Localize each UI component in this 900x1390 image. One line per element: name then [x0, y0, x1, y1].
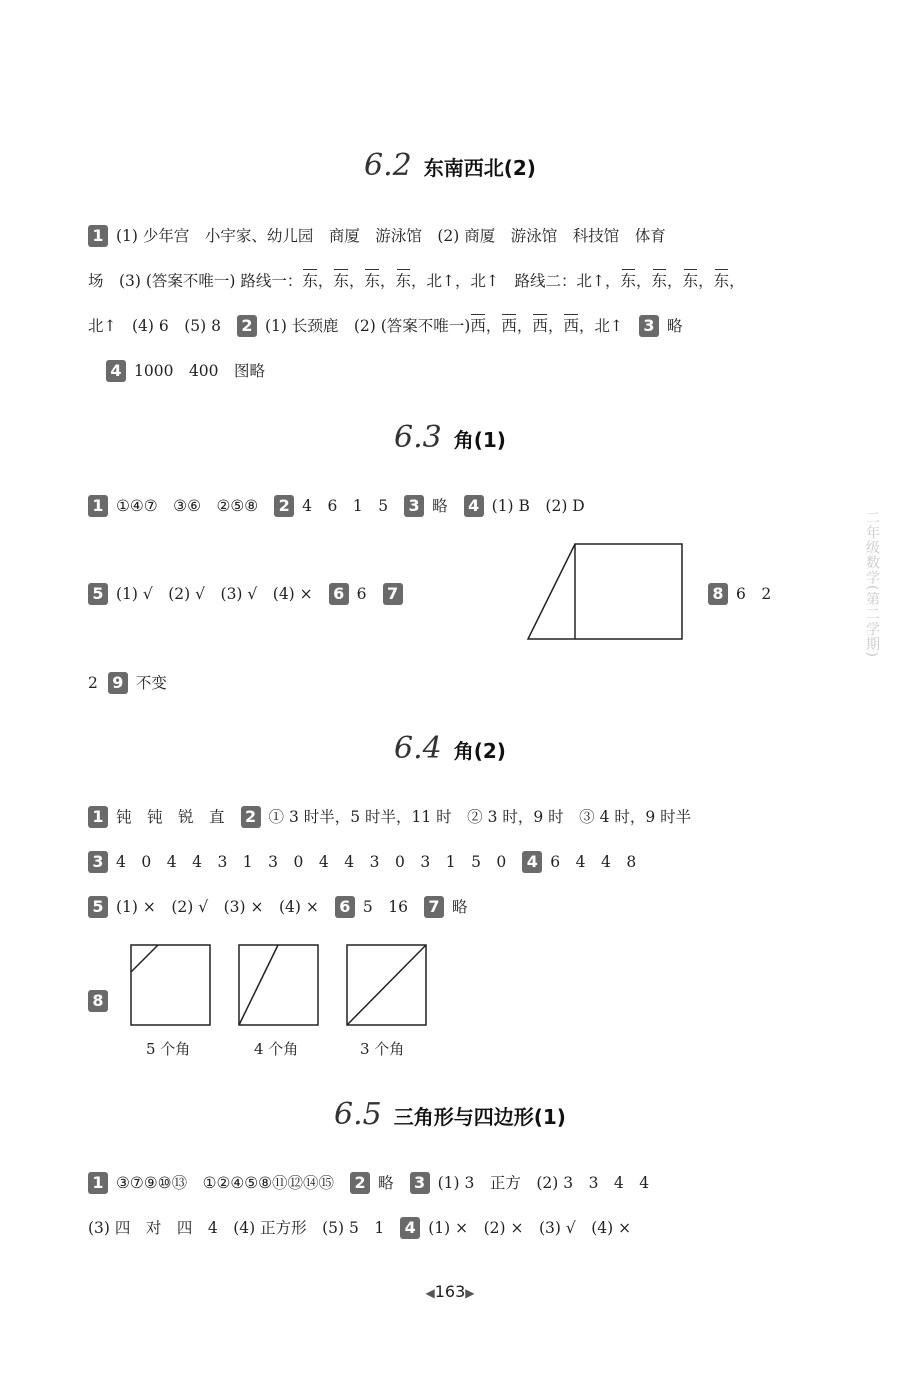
- answer-text: ③⑦⑨⑩⑬ ①②④⑤⑧⑪⑫⑭⑮: [116, 1174, 335, 1192]
- section-title-6-4: [0, 731, 900, 766]
- question-badge-1: 1: [88, 1172, 108, 1194]
- answer-text: 6 2: [736, 585, 772, 603]
- east-arrow-label: 东: [333, 269, 349, 293]
- answer-line: [88, 894, 467, 919]
- answer-text: (3) 四 对 四 4 (4) 正方形 (5) 5 1: [88, 1219, 385, 1237]
- question-badge-4: 4: [464, 495, 484, 517]
- question-badge-2: 2: [274, 495, 294, 517]
- answer-line: [88, 581, 411, 606]
- question-badge-5: 5: [88, 896, 108, 918]
- trapezoid-figure: [526, 542, 686, 642]
- page-number-text: 163: [434, 1282, 466, 1301]
- answer-text: (1) 长颈鹿 (2) (答案不唯一): [264, 317, 471, 335]
- question-badge-3: 3: [410, 1172, 430, 1194]
- question-badge-5: 5: [88, 583, 108, 605]
- east-arrow-label: 东: [364, 269, 380, 293]
- answer-text: (1) B (2) D: [491, 497, 585, 515]
- question-badge-3: 3: [639, 315, 659, 337]
- question-badge-4: 4: [106, 360, 126, 382]
- section-title-6-2: [0, 148, 900, 183]
- question-badge-2: 2: [241, 806, 261, 828]
- right-triangle-icon: ▶: [465, 1286, 475, 1300]
- east-arrow-label: 东: [714, 269, 730, 293]
- answer-text: (1) × (2) × (3) √ (4) ×: [428, 1219, 632, 1237]
- answer-line: [88, 493, 585, 518]
- answer-text: (1) √ (2) √ (3) √ (4) ×: [116, 585, 313, 603]
- east-arrow-label: 东: [652, 269, 668, 293]
- answer-text: ①④⑦ ③⑥ ②⑤⑧: [116, 497, 259, 515]
- question-badge-2: 2: [237, 315, 257, 337]
- answer-text: ① 3 时半，5 时半，11 时 ② 3 时，9 时 ③ 4 时，9 时半: [268, 808, 692, 826]
- section-title-6-5: [0, 1097, 900, 1132]
- question-badge-4: 4: [522, 851, 542, 873]
- figure-caption: 4 个角: [254, 1040, 299, 1058]
- answer-text: 北↑，北↑ 路线二：北↑，: [426, 272, 621, 290]
- answer-line: [88, 988, 116, 1012]
- answer-text: 略: [432, 497, 448, 515]
- east-arrow-label: 东: [683, 269, 699, 293]
- west-arrow-label: 西: [532, 314, 548, 338]
- question-badge-1: 1: [88, 806, 108, 828]
- answer-text: (1) × (2) √ (3) × (4) ×: [116, 898, 319, 916]
- answer-text: 北↑ (4) 6 (5) 8: [88, 317, 221, 335]
- question-badge-1: 1: [88, 495, 108, 517]
- answer-text: 5 16: [362, 898, 408, 916]
- question-badge-1: 1: [88, 225, 108, 247]
- answer-text: 6: [356, 585, 367, 603]
- answer-text: (1) 少年宫 小宇家、幼儿园 商厦 游泳馆 (2) 商厦 游泳馆 科技馆 体育: [116, 227, 666, 245]
- square-cut-three-angles: [346, 944, 428, 1028]
- left-triangle-icon: ◀: [425, 1286, 435, 1300]
- question-badge-3: 3: [404, 495, 424, 517]
- question-badge-9: 9: [108, 672, 128, 694]
- answer-line: 场 (3) (答案不唯一) 路线一：东，东，东，东，北↑，北↑ 路线二：北↑，东，东，东，东，: [88, 268, 745, 293]
- answer-text: 钝 钝 锐 直: [116, 808, 225, 826]
- section-name: 东南西北(2): [423, 156, 536, 180]
- section-name: 角(1): [453, 428, 506, 452]
- east-arrow-label: 东: [621, 269, 637, 293]
- answer-text: 略: [378, 1174, 394, 1192]
- question-badge-4: 4: [400, 1217, 420, 1239]
- answer-text: 4 0 4 4 3 1 3 0 4 4 3 0 3 1 5 0: [116, 853, 507, 871]
- figure-caption: 5 个角: [146, 1040, 191, 1058]
- answer-text: 略: [666, 317, 683, 335]
- west-arrow-label: 西: [501, 314, 517, 338]
- answer-line: [106, 358, 265, 383]
- answer-text: 场 (3) (答案不唯一) 路线一：: [88, 272, 303, 290]
- question-badge-2: 2: [350, 1172, 370, 1194]
- section-number: 6.3: [394, 420, 442, 455]
- section-number: 6.4: [394, 731, 442, 766]
- answer-text: 略: [451, 898, 468, 916]
- question-badge-7: 7: [424, 896, 444, 918]
- section-number: 6.2: [364, 148, 412, 183]
- side-running-title: 二年级数学(第二学期): [864, 510, 880, 658]
- answer-text: 北↑: [594, 317, 623, 335]
- question-badge-6: 6: [329, 583, 349, 605]
- answer-line: 北↑ (4) 6 (5) 8 2 (1) 长颈鹿 (2) (答案不唯一)西，西，西，西，北↑ 3 略: [88, 313, 683, 338]
- answer-text: 1000 400 图略: [134, 362, 266, 380]
- answer-text: 2: [88, 674, 98, 692]
- question-badge-7: 7: [383, 583, 403, 605]
- west-arrow-label: 西: [470, 314, 486, 338]
- answer-text: 不变: [135, 674, 167, 692]
- page-number: [0, 1282, 900, 1301]
- west-arrow-label: 西: [563, 314, 579, 338]
- answer-line: [88, 1170, 649, 1195]
- square-cut-five-angles: [130, 944, 212, 1028]
- figure-caption: 3 个角: [360, 1040, 405, 1058]
- question-badge-8: 8: [88, 990, 108, 1012]
- section-name: 三角形与四边形(1): [393, 1105, 566, 1129]
- question-badge-6: 6: [335, 896, 355, 918]
- section-title-6-3: [0, 420, 900, 455]
- question-badge-3: 3: [88, 851, 108, 873]
- east-arrow-label: 东: [396, 269, 412, 293]
- question-badge-8: 8: [708, 583, 728, 605]
- answer-line: [88, 804, 691, 829]
- section-name: 角(2): [453, 739, 506, 763]
- answer-line: [88, 849, 636, 874]
- square-cut-four-angles: [238, 944, 320, 1028]
- answer-text: 6 4 4 8: [550, 853, 637, 871]
- section-number: 6.5: [334, 1097, 382, 1132]
- answer-text: (1) 3 正方 (2) 3 3 4 4: [437, 1174, 650, 1192]
- answer-text: 4 6 1 5: [302, 497, 389, 515]
- answer-line: [88, 223, 666, 248]
- east-arrow-label: 东: [302, 269, 318, 293]
- answer-line: [708, 581, 771, 606]
- answer-line: [88, 670, 167, 695]
- answer-line: [88, 1215, 631, 1240]
